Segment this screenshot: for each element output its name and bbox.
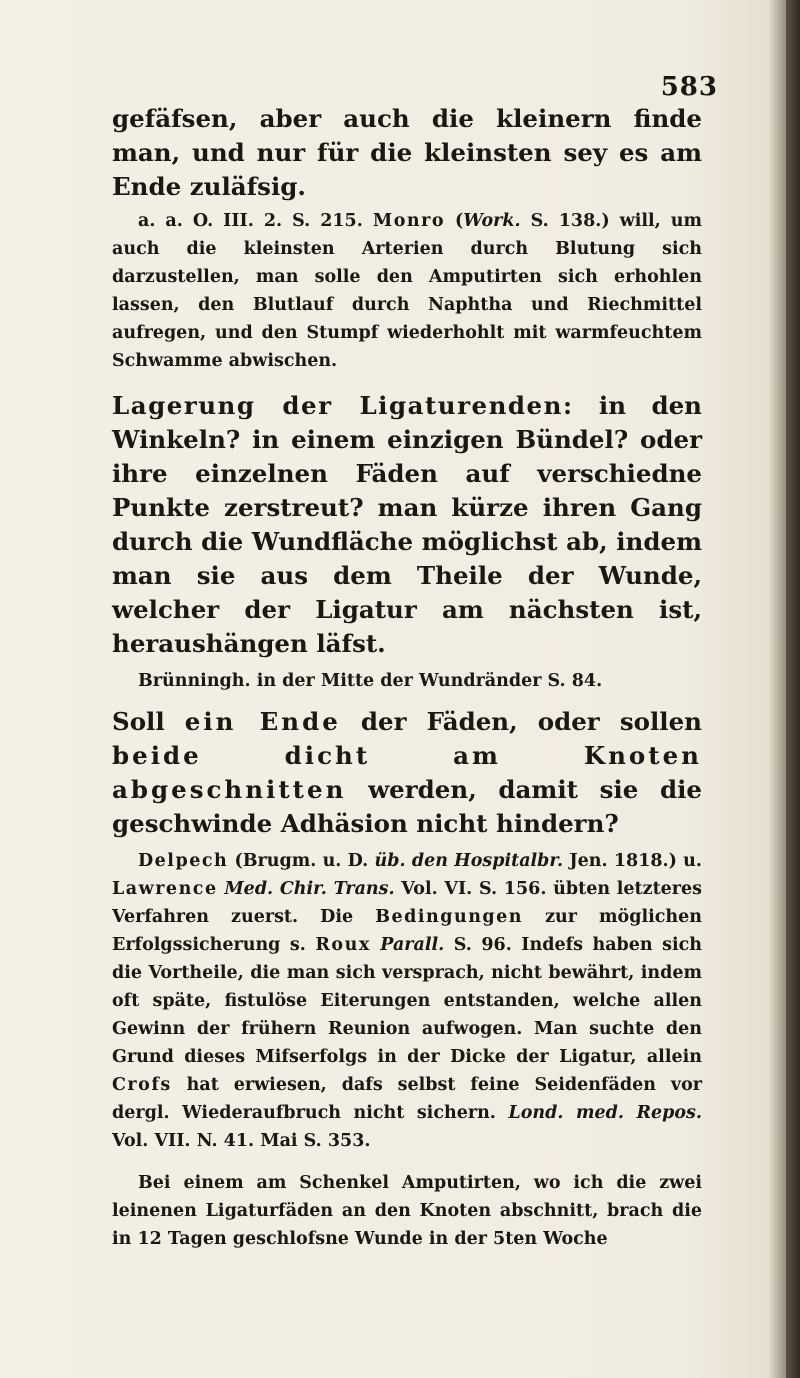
paragraph-heading: Lagerung der Ligaturenden: <box>112 391 574 420</box>
reference-delpech: Delpech (Brugm. u. D. üb. den Hospitalbr. Jen. 1818.) u. Lawrence Med. Chir. Trans. Vol. VI. S. 156. übten letzteres Verfahren zuerst. Die Bedingungen zur möglichen Erfolgssicherung s. Roux Parall. S. 96. Indefs haben sich die Vortheile, die man sich versprach, nicht bewährt, indem oft späte, fistulöse Eiterungen entstanden, welche allen Gewinn der frühern Reunion aufwogen. Man suchte den Grund dieses Mifserfolgs in der Dicke der Ligatur, allein Crofs hat erwiesen, dafs selbst feine Seidenfäden vor dergl. Wiederaufbruch nicht sichern. Lond. med. Repos. Vol. VII. N. 41. Mai S. 353. <box>112 851 703 1151</box>
page-number: 583 <box>660 72 718 102</box>
paragraph-faeden: Soll ein Ende der Fäden, oder sollen beide dicht am Knoten abgeschnitten werden, damit sie die geschwinde Adhäsion nicht hindern? <box>112 707 702 838</box>
reference-bruenningh: Brünningh. in der Mitte der Wundränder S. 84. <box>138 671 603 691</box>
page-body <box>112 102 702 1253</box>
paragraph-continuation: gefäfsen, aber auch die kleinern finde man, und nur für die kleinsten sey es am Ende zuläfsig. <box>112 104 702 201</box>
page-edge-shadow <box>786 0 800 1378</box>
reference-monro: a. a. O. III. 2. S. 215. Monro (Work. S. 138.) will, um auch die kleinsten Arterien durch Blutung sich darzustellen, man solle den Amputirten sich erhohlen lassen, den Blutlauf durch Naphtha und Riechmittel aufregen, und den Stumpf wiederhohlt mit warmfeuchtem Schwamme abwischen. <box>112 211 702 371</box>
paragraph-case-report: Bei einem am Schenkel Amputirten, wo ich die zwei leinenen Ligaturfäden an den Knoten abschnitt, brach die in 12 Tagen geschlofsne Wunde in der 5ten Woche <box>112 1173 702 1249</box>
paragraph-lagerung: Lagerung der Ligaturenden: in den Winkeln? in einem einzigen Bündel? oder ihre einzelnen Fäden auf verschiedne Punkte zerstreut? man kürze ihren Gang durch die Wundfläche möglichst ab, indem man sie aus dem Theile der Wunde, welcher der Ligatur am nächsten ist, heraushängen läfst. <box>112 391 702 658</box>
